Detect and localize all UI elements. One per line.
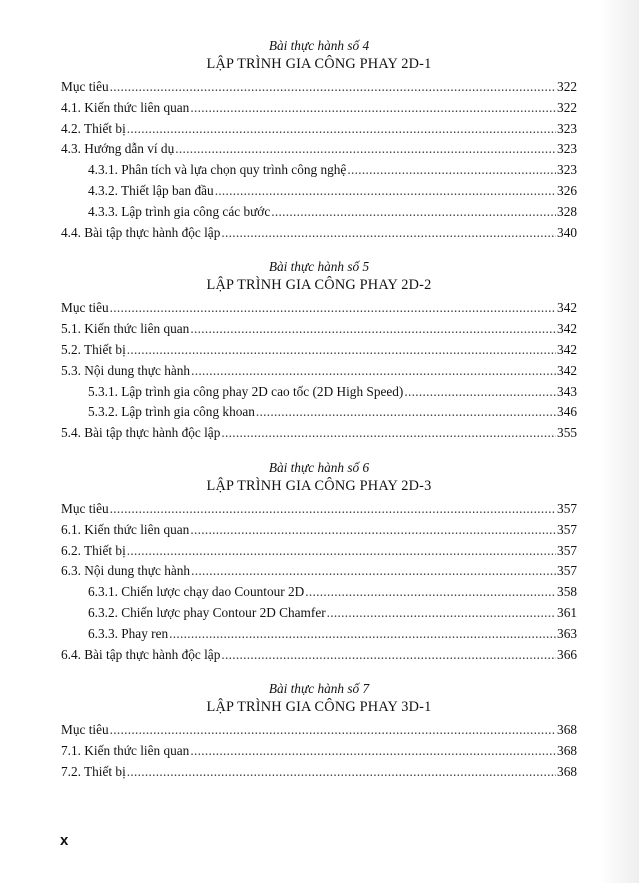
toc-leader-dots [110,499,556,520]
section-subtitle: Bài thực hành số 7 [268,681,370,697]
toc-leader-dots [221,645,556,666]
toc-entry-label: 7.2. Thiết bị [61,763,126,779]
toc-entry[interactable] [61,98,577,119]
toc-leader-dots [191,361,556,382]
toc-leader-dots [110,298,556,319]
toc-entry[interactable] [61,499,577,520]
toc-leader-dots [190,741,556,762]
section-title: LẬP TRÌNH GIA CÔNG PHAY 2D-1 [206,56,432,72]
toc-entry[interactable] [61,361,577,382]
section-subtitle: Bài thực hành số 6 [268,459,370,475]
toc-entry[interactable] [61,139,577,160]
toc-entry-page: 357 [557,563,577,579]
toc-entry-label: 6.3. Nội dung thực hành [61,563,191,579]
toc-leader-dots [305,582,556,603]
toc-section [61,460,577,665]
toc-entry-page: 328 [557,203,577,219]
toc-section [61,38,577,243]
page-edge-shadow [599,0,639,883]
section-gap [61,665,577,681]
section-subtitle: Bài thực hành số 5 [268,259,370,275]
toc-entry-label: 5.3. Nội dung thực hành [61,362,191,378]
toc-entry-label: 7.1. Kiến thức liên quan [61,743,190,759]
toc-entry-label: 6.3.3. Phay ren [88,625,169,641]
section-gap [61,243,577,259]
toc-entry[interactable] [61,77,577,98]
toc-entry-page: 323 [557,141,577,157]
toc-subentry[interactable] [61,603,577,624]
toc-entry-page: 368 [557,722,577,738]
toc-entry-page: 366 [557,646,577,662]
toc-entry[interactable] [61,645,577,666]
toc-leader-dots [190,520,556,541]
toc-entry[interactable] [61,741,577,762]
toc-entry-page: 368 [557,743,577,759]
toc-entry-label: 4.3. Hướng dẫn ví dụ [61,141,175,157]
toc-leader-dots [169,624,556,645]
toc-entry-label: 5.3.1. Lập trình gia công phay 2D cao tốc (2D High Speed) [88,383,404,399]
toc-entry-label: Mục tiêu [61,79,109,94]
toc-entry[interactable] [61,340,577,361]
toc-leader-dots [175,139,556,160]
toc-entry-page: 355 [557,425,577,441]
toc-entry[interactable] [61,520,577,541]
toc-entry-label: 5.2. Thiết bị [61,341,126,357]
toc-entry-label: 4.3.2. Thiết lập ban đầu [88,182,214,198]
toc-entry-page: 322 [557,99,577,115]
toc-entry-page: 323 [557,120,577,136]
toc-entry-page: 342 [557,341,577,357]
toc-entry-page: 323 [557,162,577,178]
toc-entry-label: Mục tiêu [61,500,109,516]
toc-entry-page: 357 [557,521,577,537]
toc-leader-dots [127,541,556,562]
toc-entry-label: 4.2. Thiết bị [61,120,126,136]
toc-entry[interactable] [61,223,577,244]
toc-subentry[interactable] [61,160,577,181]
toc-leader-dots [110,720,556,741]
toc-entry-page: 342 [557,321,577,337]
toc-entry[interactable] [61,319,577,340]
toc-entry-page: 358 [557,584,577,600]
toc-entry[interactable] [61,561,577,582]
toc-entry-page: 368 [557,763,577,779]
toc-entry-label: 5.3.2. Lập trình gia công khoan [88,404,255,420]
toc-entry-label: 5.1. Kiến thức liên quan [61,321,190,337]
toc-entry[interactable] [61,119,577,140]
toc-entry-label: 5.4. Bài tập thực hành độc lập [61,425,221,441]
toc-entry-page: 346 [557,404,577,420]
toc-leader-dots [127,762,556,783]
toc-entry-label: 6.4. Bài tập thực hành độc lập [61,646,221,662]
toc-entry-label: 6.1. Kiến thức liên quan [61,521,190,537]
toc-leader-dots [190,319,556,340]
toc-leader-dots [256,402,556,423]
toc-entry[interactable] [61,720,577,741]
toc-entry-label: 4.3.1. Phân tích và lựa chọn quy trình công nghệ [88,162,347,178]
toc-entry[interactable] [61,541,577,562]
toc-leader-dots [221,223,556,244]
toc-subentry[interactable] [61,382,577,403]
toc-leader-dots [127,119,556,140]
toc-entry[interactable] [61,298,577,319]
toc-entry-label: 6.2. Thiết bị [61,542,126,558]
toc-section [61,259,577,444]
toc-leader-dots [190,98,556,119]
toc-leader-dots [347,160,556,181]
toc-section [61,681,577,782]
toc-entry-page: 357 [557,500,577,516]
toc-entry-page: 363 [557,625,577,641]
toc-entry-label: 6.3.1. Chiến lược chạy dao Countour 2D [88,584,305,600]
toc-entry-page: 342 [557,300,577,316]
toc-entry[interactable] [61,762,577,783]
toc-entry-page: 340 [557,224,577,240]
toc-subentry[interactable] [61,402,577,423]
section-title: LẬP TRÌNH GIA CÔNG PHAY 2D-2 [206,277,432,294]
toc-page [61,38,577,783]
toc-leader-dots [327,603,556,624]
toc-subentry[interactable] [61,582,577,603]
toc-entry[interactable] [61,423,577,444]
toc-leader-dots [127,340,556,361]
section-gap [61,444,577,460]
toc-subentry[interactable] [61,624,577,645]
toc-entry-page: 343 [557,383,577,399]
toc-entry-label: 4.1. Kiến thức liên quan [61,99,190,115]
toc-subentry[interactable] [61,202,577,223]
toc-entry-label: Mục tiêu [61,722,109,738]
toc-entry-page: 326 [557,182,577,198]
toc-subentry[interactable] [61,181,577,202]
toc-entry-page: 361 [557,604,577,620]
section-title: LẬP TRÌNH GIA CÔNG PHAY 3D-1 [206,699,432,716]
toc-entry-label: 6.3.2. Chiến lược phay Contour 2D Chamfer [88,604,326,620]
toc-entry-label: Mục tiêu [61,300,109,316]
toc-leader-dots [221,423,556,444]
toc-leader-dots [404,382,556,403]
toc-entry-label: 4.4. Bài tập thực hành độc lập [61,224,221,240]
toc-leader-dots [110,77,556,98]
section-title: LẬP TRÌNH GIA CÔNG PHAY 2D-3 [206,477,432,494]
page-number: x [60,832,69,849]
toc-entry-label: 4.3.3. Lập trình gia công các bước [88,203,271,219]
toc-leader-dots [271,202,556,223]
toc-entry-page: 342 [557,362,577,378]
section-subtitle: Bài thực hành số 4 [268,38,370,53]
toc-entry-page: 322 [557,79,577,94]
toc-entry-page: 357 [557,542,577,558]
toc-leader-dots [215,181,556,202]
toc-leader-dots [191,561,556,582]
